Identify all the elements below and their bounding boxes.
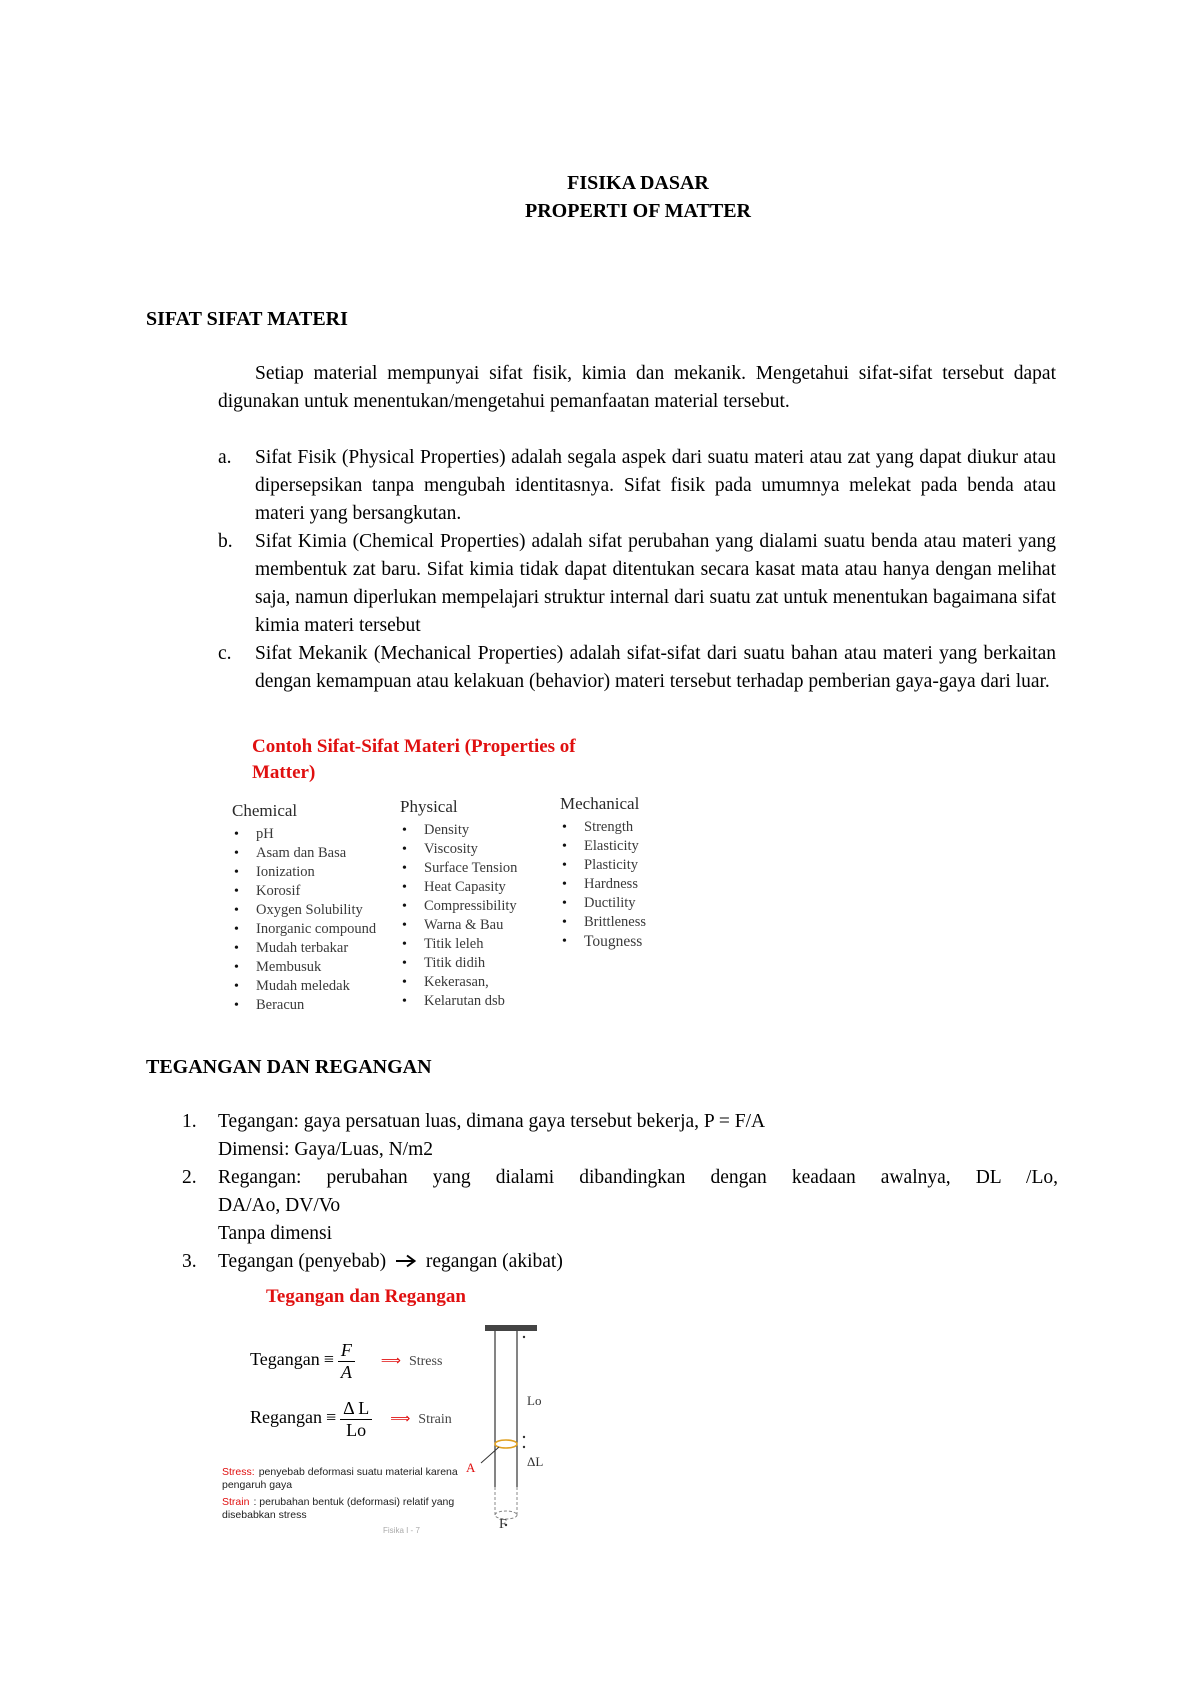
stress-def-text2: pengaruh gaya	[222, 1479, 293, 1491]
stress-def-text1: penyebab deformasi suatu material karena	[258, 1466, 458, 1478]
equiv-symbol: ≡	[323, 1349, 334, 1370]
num-item-1-line2: Dimensi: Gaya/Luas, N/m2	[218, 1139, 434, 1160]
mechanical-list	[560, 818, 646, 951]
figure-footnote: Fisika I - 7	[383, 1526, 420, 1535]
num-item-2-line1: Regangan: perubahan yang dialami dibandingkan dengan keadaan awalnya, DL /Lo,	[218, 1167, 1058, 1188]
area-label: A	[466, 1460, 476, 1475]
stress-equation	[250, 1340, 442, 1383]
right-arrow-icon	[395, 1249, 417, 1277]
figure1-title-line2: Matter)	[252, 762, 316, 783]
list-item: • Compressibility	[400, 897, 517, 916]
mechanical-column	[560, 794, 646, 951]
double-arrow-icon: ⟹	[390, 1411, 411, 1428]
num-item-2-marker: 2.	[182, 1167, 197, 1188]
list-item: • Asam dan Basa	[232, 844, 376, 863]
num-item-1-text	[218, 1108, 1058, 1164]
chemical-list	[232, 825, 376, 1015]
list-item: • Membusuk	[232, 958, 376, 977]
list-item: • Titik leleh	[400, 935, 517, 954]
figure1-title	[252, 734, 576, 786]
list-item: • Kekerasan,	[400, 973, 517, 992]
physical-list	[400, 821, 517, 1011]
list-item: • Elasticity	[560, 837, 646, 856]
section2-heading: TEGANGAN DAN REGANGAN	[146, 1056, 432, 1078]
list-item: • Strength	[560, 818, 646, 837]
stress-numerator: F	[338, 1340, 355, 1362]
list-item: • Mudah meledak	[232, 977, 376, 996]
force-label: F	[499, 1517, 507, 1532]
item-b-marker: b.	[218, 531, 233, 552]
strain-equation	[250, 1398, 452, 1441]
figure2-title: Tegangan dan Regangan	[266, 1286, 466, 1307]
strain-def-text1: : perubahan bentuk (deformasi) relatif yang	[253, 1496, 455, 1508]
list-item: • Ionization	[232, 863, 376, 882]
num-item-3-cause: Tegangan (penyebab)	[218, 1251, 387, 1272]
item-c-text: Sifat Mekanik (Mechanical Properties) adalah sifat-sifat dari suatu bahan atau materi yang berkaitan dengan kemampuan atau kelakuan (behavior) materi tersebut terhadap pemberian gaya-gaya dari luar.	[255, 643, 1056, 692]
item-a-marker: a.	[218, 447, 232, 468]
list-item: • Brittleness	[560, 913, 646, 932]
strain-result: Strain	[418, 1412, 452, 1428]
strain-def-text2: disebabkan stress	[222, 1509, 307, 1521]
elongation-label: ΔL	[527, 1454, 544, 1469]
stress-def-label: Stress:	[222, 1466, 255, 1478]
cross-section-area	[495, 1440, 517, 1448]
num-item-1-marker: 1.	[182, 1111, 197, 1132]
doc-title-line1: FISIKA DASAR	[567, 172, 709, 194]
strain-definition	[222, 1494, 462, 1522]
stress-eq-label: Tegangan	[250, 1349, 320, 1370]
chemical-column	[232, 801, 376, 1015]
strain-denominator: Lo	[346, 1420, 367, 1440]
num-item-1-line1: Tegangan: gaya persatuan luas, dimana gaya tersebut bekerja, P = F/A	[218, 1111, 766, 1132]
stress-denominator: A	[340, 1362, 352, 1382]
list-item: • Plasticity	[560, 856, 646, 875]
list-item: • Warna & Bau	[400, 916, 517, 935]
list-item: • Tougness	[560, 932, 646, 951]
item-c-marker: c.	[218, 643, 232, 664]
stress-result: Stress	[408, 1354, 443, 1370]
figure1-title-line1: Contoh Sifat-Sifat Materi (Properties of	[252, 736, 576, 757]
area-pointer	[481, 1447, 499, 1463]
list-item: • Inorganic compound	[232, 920, 376, 939]
chemical-title: Chemical	[232, 801, 298, 820]
double-arrow-icon: ⟹	[380, 1353, 401, 1370]
section1-heading: SIFAT SIFAT MATERI	[146, 308, 348, 330]
list-item: • Titik didih	[400, 954, 517, 973]
list-item: • Viscosity	[400, 840, 517, 859]
list-item: • Beracun	[232, 996, 376, 1015]
list-item: • Hardness	[560, 875, 646, 894]
num-item-2-text	[218, 1164, 1058, 1248]
doc-title-line2: PROPERTI OF MATTER	[525, 200, 751, 222]
mechanical-title: Mechanical	[560, 794, 640, 813]
list-item: • Oxygen Solubility	[232, 901, 376, 920]
item-a-text: Sifat Fisik (Physical Properties) adalah segala aspek dari suatu materi atau zat yang dapat diukur atau dipersepsikan tanpa mengubah identitasnya. Sifat fisik pada umumnya melekat pada benda atau materi yang bersangkutan.	[255, 447, 1056, 524]
list-item: • Kelarutan dsb	[400, 992, 517, 1011]
strain-eq-label: Regangan	[250, 1407, 322, 1428]
num-item-2-line3: Tanpa dimensi	[218, 1223, 332, 1244]
length-label: Lo	[527, 1393, 542, 1408]
num-item-3-text	[218, 1248, 563, 1277]
rod-diagram	[455, 1325, 565, 1535]
list-item: • Mudah terbakar	[232, 939, 376, 958]
physical-column	[400, 797, 517, 1011]
item-b-text: Sifat Kimia (Chemical Properties) adalah sifat perubahan yang dialami suatu benda atau materi yang membentuk zat baru. Sifat kimia tidak dapat ditentukan secara kasat mata atau hanya dengan melihat saja, namun diperlukan mempelajari struktur internal dari suatu zat untuk menentukan bagaimana sifat kimia materi tersebut	[255, 531, 1056, 636]
stress-fraction	[338, 1340, 355, 1383]
equiv-symbol: ≡	[325, 1407, 337, 1428]
num-item-3-effect: regangan (akibat)	[425, 1251, 563, 1272]
num-item-3-marker: 3.	[182, 1251, 197, 1272]
strain-def-label: Strain	[222, 1496, 250, 1508]
physical-title: Physical	[400, 797, 458, 816]
stress-definition	[222, 1464, 462, 1492]
list-item: • Density	[400, 821, 517, 840]
list-item: • Ductility	[560, 894, 646, 913]
list-item: • Surface Tension	[400, 859, 517, 878]
list-item: • pH	[232, 825, 376, 844]
section1-intro: Setiap material mempunyai sifat fisik, kimia dan mekanik. Mengetahui sifat-sifat tersebut dapat digunakan untuk menentukan/mengetahui pemanfaatan material tersebut.	[218, 363, 1056, 412]
list-item: • Heat Capasity	[400, 878, 517, 897]
strain-fraction	[340, 1398, 372, 1441]
strain-numerator: Δ L	[340, 1398, 372, 1420]
num-item-2-line2: DA/Ao, DV/Vo	[218, 1195, 341, 1216]
list-item: • Korosif	[232, 882, 376, 901]
ceiling-support	[485, 1325, 537, 1331]
